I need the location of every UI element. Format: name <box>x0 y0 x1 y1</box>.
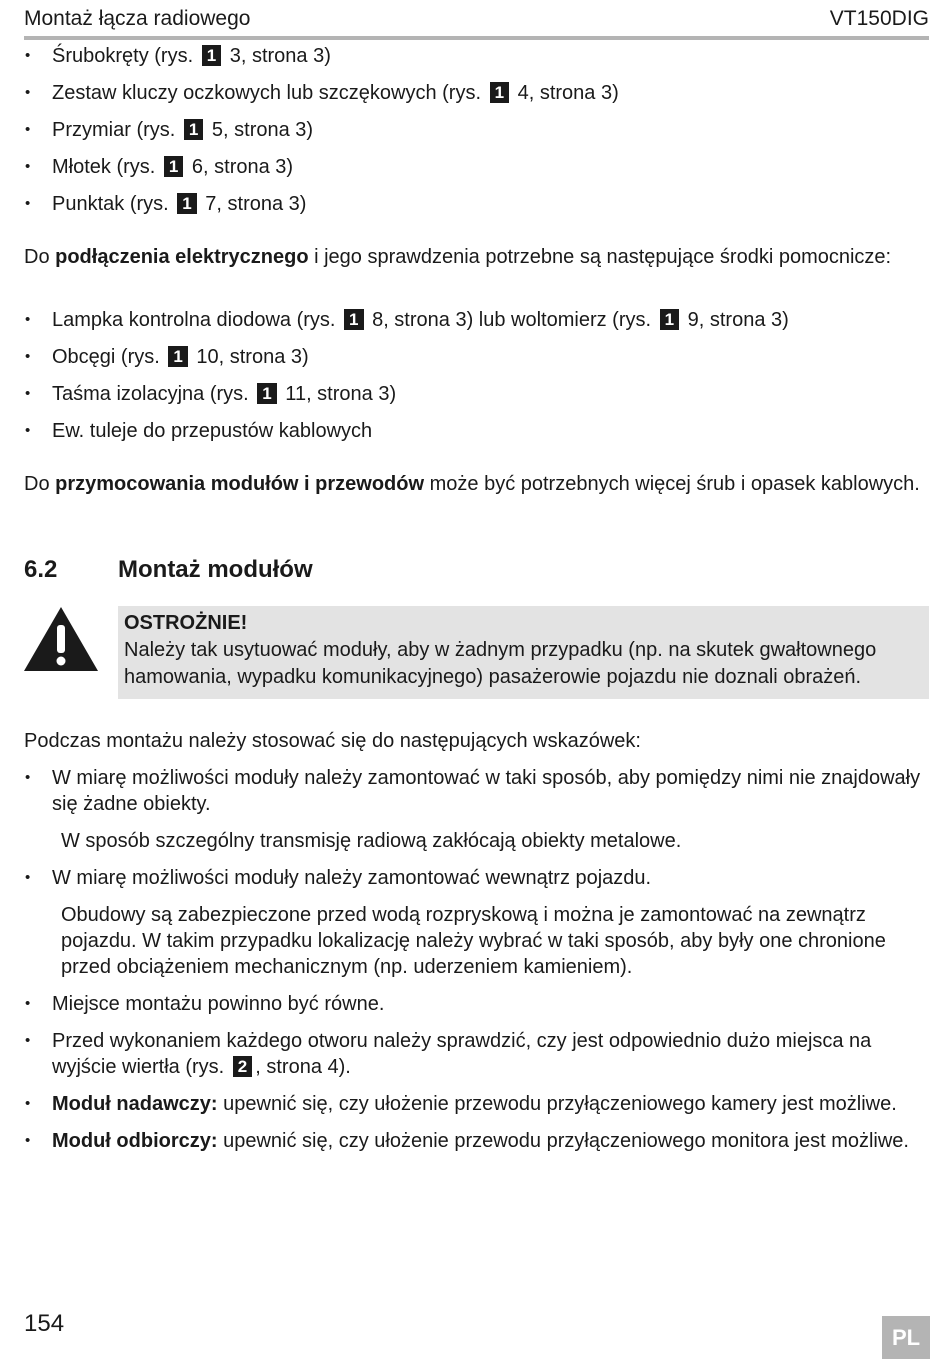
note-text: W sposób szczególny transmisję radiową zakłócają obiekty metalowe. <box>61 830 682 852</box>
list-item: • Ew. tuleje do przepustów kablowych <box>24 418 929 444</box>
instructions-list <box>24 991 929 1154</box>
list-item: • Punktak (rys. 1 7, strona 3) <box>24 191 929 217</box>
figure-ref-badge: 1 <box>177 193 196 214</box>
list-item: • Przymiar (rys. 1 5, strona 3) <box>24 117 929 143</box>
header-chapter-title: Montaż łącza radiowego <box>24 7 251 30</box>
section-title: Montaż modułów <box>118 556 313 583</box>
paragraph-electrical: Do podłączenia elektrycznego i jego sprawdzenia potrzebne są następujące środki pomocnicze: <box>24 246 892 268</box>
tools-list <box>24 43 929 217</box>
paragraph-mounting: Do przymocowania modułów i przewodów może być potrzebnych więcej śrub i opasek kablowych. <box>24 473 920 495</box>
section-number: 6.2 <box>24 556 58 583</box>
figure-ref-badge: 1 <box>344 309 363 330</box>
figure-ref-badge: 1 <box>660 309 679 330</box>
paragraph-instructions: Podczas montażu należy stosować się do następujących wskazówek: <box>24 730 641 752</box>
instructions-list <box>24 865 929 891</box>
page-number: 154 <box>24 1310 65 1337</box>
figure-ref-badge: 1 <box>168 346 187 367</box>
list-item: • Moduł nadawczy: upewnić się, czy ułożenie przewodu przyłączeniowego kamery jest możliwe. <box>24 1091 929 1117</box>
electrical-list <box>24 307 929 444</box>
list-item: • Moduł odbiorczy: upewnić się, czy ułożenie przewodu przyłączeniowego monitora jest możliwe. <box>24 1128 929 1154</box>
list-item: • Taśma izolacyjna (rys. 1 11, strona 3) <box>24 381 929 407</box>
header-product-code: VT150DIG <box>829 7 929 30</box>
note-text: Obudowy są zabezpieczone przed wodą rozpryskową i można je zamontować na zewnątrz pojazdu. W takim przypadku lokalizację należy wybrać w taki sposób, aby były one chronione przed obciążeniem mechanicznym (np. uderzeniem kamieniem). <box>61 904 886 978</box>
figure-ref-badge: 2 <box>233 1056 252 1077</box>
language-badge: PL <box>882 1316 930 1359</box>
figure-ref-badge: 1 <box>202 45 221 66</box>
list-item: • Śrubokręty (rys. 1 3, strona 3) <box>24 43 929 69</box>
figure-ref-badge: 1 <box>184 119 203 140</box>
figure-ref-badge: 1 <box>164 156 183 177</box>
list-item: • Zestaw kluczy oczkowych lub szczękowych (rys. 1 4, strona 3) <box>24 80 929 106</box>
list-item: • Miejsce montażu powinno być równe. <box>24 991 929 1017</box>
page-header <box>24 6 929 36</box>
caution-box <box>118 606 929 699</box>
warning-triangle-icon <box>22 605 100 673</box>
list-item: • Lampka kontrolna diodowa (rys. 1 8, strona 3) lub woltomierz (rys. 1 9, strona 3) <box>24 307 929 333</box>
bold-term: Moduł nadawczy: <box>52 1093 218 1115</box>
list-item: • W miarę możliwości moduły należy zamontować wewnątrz pojazdu. <box>24 865 929 891</box>
bold-term: podłączenia elektrycznego <box>55 246 309 268</box>
bold-term: Moduł odbiorczy: <box>52 1130 218 1152</box>
list-item: • Młotek (rys. 1 6, strona 3) <box>24 154 929 180</box>
bold-term: przymocowania modułów i przewodów <box>55 473 425 495</box>
caution-title: OSTROŻNIE! <box>124 612 248 634</box>
caution-text: Należy tak usytuować moduły, aby w żadnym przypadku (np. na skutek gwałtownego hamowania, wypadku komunikacyjnego) pasażerowie pojazdu nie doznali obrażeń. <box>124 639 877 688</box>
figure-ref-badge: 1 <box>490 82 509 103</box>
header-rule <box>24 36 929 40</box>
list-item: • W miarę możliwości moduły należy zamontować w taki sposób, aby pomiędzy nimi nie znajdowały się żadne obiekty. <box>24 765 929 817</box>
figure-ref-badge: 1 <box>257 383 276 404</box>
instructions-list <box>24 765 929 817</box>
list-item: • Przed wykonaniem każdego otworu należy sprawdzić, czy jest odpowiednio dużo miejsca na wyjście wiertła (rys. 2 , strona 4). <box>24 1028 929 1080</box>
list-item: • Obcęgi (rys. 1 10, strona 3) <box>24 344 929 370</box>
